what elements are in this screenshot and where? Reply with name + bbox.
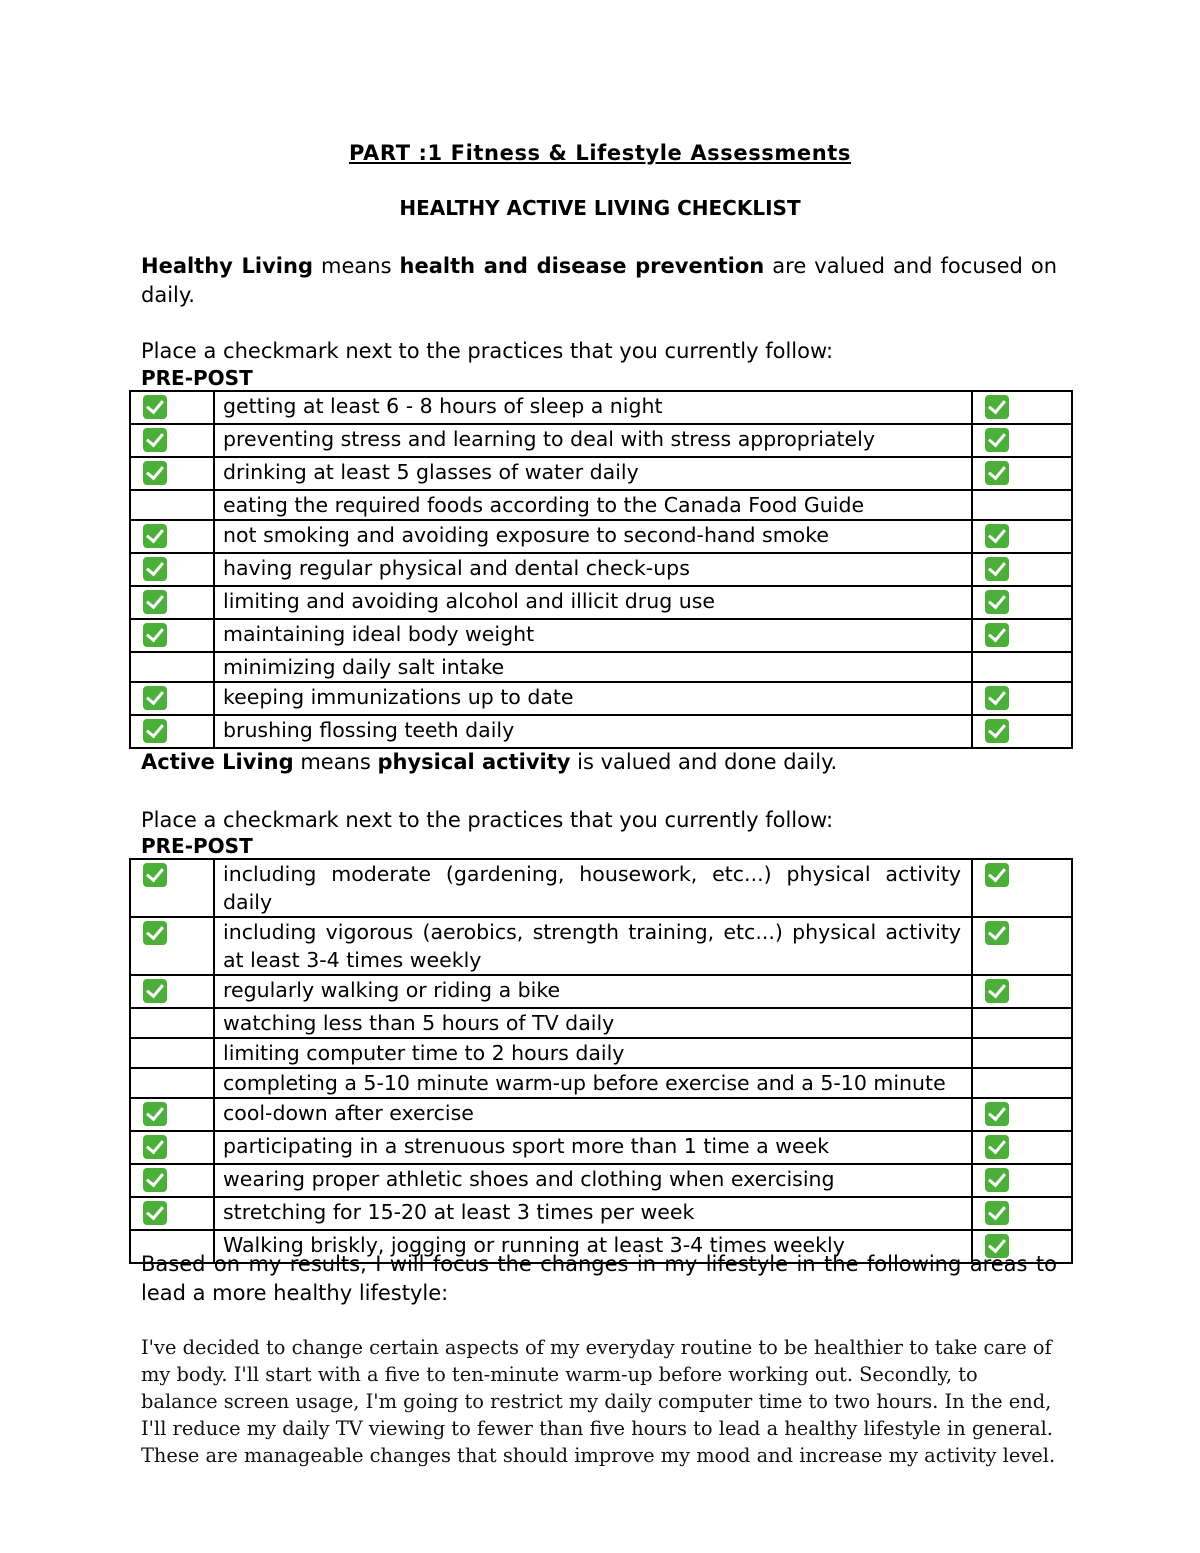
post-checkbox-cell[interactable] bbox=[972, 553, 1072, 586]
check-mark-icon bbox=[143, 1135, 167, 1159]
checklist-row bbox=[130, 619, 1072, 652]
practice-text: drinking at least 5 glasses of water daily bbox=[214, 457, 972, 490]
definition-text: is valued and done daily. bbox=[570, 750, 838, 774]
checklist-title: HEALTHY ACTIVE LIVING CHECKLIST bbox=[399, 196, 801, 220]
post-checkbox-cell[interactable] bbox=[972, 859, 1072, 917]
pre-checkbox-cell[interactable] bbox=[130, 715, 214, 748]
post-checkbox-cell[interactable] bbox=[972, 520, 1072, 553]
checklist-row bbox=[130, 586, 1072, 619]
definition-text: are valued and focused on daily. bbox=[141, 254, 1058, 307]
pre-checkbox-cell[interactable] bbox=[130, 859, 214, 917]
check-mark-icon bbox=[985, 719, 1009, 743]
active-instruction: Place a checkmark next to the practices that you currently follow: bbox=[141, 808, 834, 832]
pre-checkbox-cell[interactable] bbox=[130, 1164, 214, 1197]
lifestyle-response: I've decided to change certain aspects of my everyday routine to be healthier to take care of my body. I'll start with a five to ten-minute warm-up before working out. Secondly, to balance screen usage, I'm going to restrict my daily computer time to two hours. In the end, I'll reduce my daily TV viewing to fewer than five hours to lead a healthy lifestyle in general. These are manageable changes that should improve my mood and increase my activity level. bbox=[141, 1336, 1056, 1467]
practice-text: participating in a strenuous sport more than 1 time a week bbox=[214, 1131, 972, 1164]
check-mark-icon bbox=[143, 461, 167, 485]
practice-text: limiting computer time to 2 hours daily bbox=[214, 1038, 972, 1068]
practice-text: Walking briskly, jogging or running at least 3-4 times weekly bbox=[214, 1230, 972, 1263]
post-checkbox-cell[interactable] bbox=[972, 1098, 1072, 1131]
check-mark-icon bbox=[985, 863, 1009, 887]
check-mark-icon bbox=[985, 557, 1009, 581]
pre-checkbox-cell[interactable] bbox=[130, 553, 214, 586]
pre-checkbox-cell[interactable] bbox=[130, 1197, 214, 1230]
checklist-row bbox=[130, 975, 1072, 1008]
active-living-definition bbox=[141, 748, 1057, 777]
practice-text: keeping immunizations up to date bbox=[214, 682, 972, 715]
pre-checkbox-cell[interactable] bbox=[130, 1008, 214, 1038]
check-mark-icon bbox=[143, 524, 167, 548]
part-title: PART :1 Fitness & Lifestyle Assessments bbox=[348, 141, 852, 165]
post-checkbox-cell[interactable] bbox=[972, 1197, 1072, 1230]
check-mark-icon bbox=[985, 623, 1009, 647]
post-checkbox-cell[interactable] bbox=[972, 975, 1072, 1008]
pre-checkbox-cell[interactable] bbox=[130, 652, 214, 682]
practice-text: regularly walking or riding a bike bbox=[214, 975, 972, 1008]
post-checkbox-cell[interactable] bbox=[972, 424, 1072, 457]
post-checkbox-cell[interactable] bbox=[972, 1131, 1072, 1164]
practice-text: cool-down after exercise bbox=[214, 1098, 972, 1131]
pre-checkbox-cell[interactable] bbox=[130, 520, 214, 553]
check-mark-icon bbox=[143, 428, 167, 452]
pre-checkbox-cell[interactable] bbox=[130, 391, 214, 424]
healthy-instruction: Place a checkmark next to the practices that you currently follow: bbox=[141, 339, 834, 363]
pre-checkbox-cell[interactable] bbox=[130, 1098, 214, 1131]
checklist-row bbox=[130, 424, 1072, 457]
check-mark-icon bbox=[985, 1201, 1009, 1225]
active-focus-term: physical activity bbox=[377, 750, 571, 774]
healthy-prepost-label: PRE-POST bbox=[141, 366, 253, 390]
post-checkbox-cell[interactable] bbox=[972, 1038, 1072, 1068]
pre-checkbox-cell[interactable] bbox=[130, 490, 214, 520]
practice-text: preventing stress and learning to deal with stress appropriately bbox=[214, 424, 972, 457]
healthy-living-checklist bbox=[129, 390, 1073, 749]
checklist-row bbox=[130, 1098, 1072, 1131]
practice-text: completing a 5-10 minute warm-up before exercise and a 5-10 minute bbox=[214, 1068, 972, 1098]
focus-prompt: Based on my results, I will focus the changes in my lifestyle in the following areas to lead a more healthy lifestyle: bbox=[141, 1252, 1057, 1305]
pre-checkbox-cell[interactable] bbox=[130, 975, 214, 1008]
check-mark-icon bbox=[143, 1168, 167, 1192]
check-mark-icon bbox=[985, 1102, 1009, 1126]
check-mark-icon bbox=[143, 921, 167, 945]
checklist-row bbox=[130, 1068, 1072, 1098]
check-mark-icon bbox=[985, 921, 1009, 945]
checklist-row bbox=[130, 715, 1072, 748]
check-mark-icon bbox=[985, 524, 1009, 548]
check-mark-icon bbox=[143, 623, 167, 647]
practice-text: having regular physical and dental check-ups bbox=[214, 553, 972, 586]
post-checkbox-cell[interactable] bbox=[972, 1008, 1072, 1038]
checklist-row bbox=[130, 652, 1072, 682]
post-checkbox-cell[interactable] bbox=[972, 391, 1072, 424]
checklist-row bbox=[130, 1197, 1072, 1230]
pre-checkbox-cell[interactable] bbox=[130, 457, 214, 490]
post-checkbox-cell[interactable] bbox=[972, 490, 1072, 520]
checklist-row bbox=[130, 1164, 1072, 1197]
checklist-row bbox=[130, 917, 1072, 975]
check-mark-icon bbox=[143, 719, 167, 743]
healthy-focus-term: health and disease prevention bbox=[399, 254, 765, 278]
definition-text: means bbox=[312, 254, 400, 278]
check-mark-icon bbox=[985, 1135, 1009, 1159]
practice-text: limiting and avoiding alcohol and illicit drug use bbox=[214, 586, 972, 619]
practice-text: eating the required foods according to the Canada Food Guide bbox=[214, 490, 972, 520]
post-checkbox-cell[interactable] bbox=[972, 1068, 1072, 1098]
check-mark-icon bbox=[985, 686, 1009, 710]
check-mark-icon bbox=[143, 1201, 167, 1225]
checklist-row bbox=[130, 520, 1072, 553]
post-checkbox-cell[interactable] bbox=[972, 586, 1072, 619]
pre-checkbox-cell[interactable] bbox=[130, 1068, 214, 1098]
practice-text: not smoking and avoiding exposure to second-hand smoke bbox=[214, 520, 972, 553]
post-checkbox-cell[interactable] bbox=[972, 457, 1072, 490]
active-living-term: Active Living bbox=[141, 750, 294, 774]
check-mark-icon bbox=[985, 395, 1009, 419]
check-mark-icon bbox=[985, 590, 1009, 614]
checklist-row bbox=[130, 553, 1072, 586]
check-mark-icon bbox=[143, 557, 167, 581]
pre-checkbox-cell[interactable] bbox=[130, 917, 214, 975]
check-mark-icon bbox=[143, 1102, 167, 1126]
practice-text: getting at least 6 - 8 hours of sleep a night bbox=[214, 391, 972, 424]
pre-checkbox-cell[interactable] bbox=[130, 682, 214, 715]
check-mark-icon bbox=[143, 590, 167, 614]
post-checkbox-cell[interactable] bbox=[972, 619, 1072, 652]
practice-text: watching less than 5 hours of TV daily bbox=[214, 1008, 972, 1038]
definition-text: means bbox=[293, 750, 378, 774]
pre-checkbox-cell[interactable] bbox=[130, 619, 214, 652]
pre-checkbox-cell[interactable] bbox=[130, 424, 214, 457]
post-checkbox-cell[interactable] bbox=[972, 1164, 1072, 1197]
checklist-row bbox=[130, 490, 1072, 520]
check-mark-icon bbox=[143, 979, 167, 1003]
practice-text: minimizing daily salt intake bbox=[214, 652, 972, 682]
post-checkbox-cell[interactable] bbox=[972, 682, 1072, 715]
checklist-row bbox=[130, 682, 1072, 715]
pre-checkbox-cell[interactable] bbox=[130, 1131, 214, 1164]
check-mark-icon bbox=[985, 1168, 1009, 1192]
practice-text: maintaining ideal body weight bbox=[214, 619, 972, 652]
check-mark-icon bbox=[143, 395, 167, 419]
healthy-living-definition bbox=[141, 252, 1057, 309]
practice-text: stretching for 15-20 at least 3 times per week bbox=[214, 1197, 972, 1230]
pre-checkbox-cell[interactable] bbox=[130, 1038, 214, 1068]
pre-checkbox-cell[interactable] bbox=[130, 586, 214, 619]
checklist-row bbox=[130, 457, 1072, 490]
checklist-row bbox=[130, 1008, 1072, 1038]
check-mark-icon bbox=[143, 863, 167, 887]
check-mark-icon bbox=[985, 461, 1009, 485]
healthy-living-term: Healthy Living bbox=[141, 254, 313, 278]
practice-text: including vigorous (aerobics, strength training, etc...) physical activity at least 3-4 times weekly bbox=[214, 917, 972, 975]
practice-text: including moderate (gardening, housework, etc...) physical activity daily bbox=[214, 859, 972, 917]
check-mark-icon bbox=[985, 979, 1009, 1003]
checklist-row bbox=[130, 1131, 1072, 1164]
active-prepost-label: PRE-POST bbox=[141, 834, 253, 858]
checklist-row bbox=[130, 1038, 1072, 1068]
practice-text: wearing proper athletic shoes and clothing when exercising bbox=[214, 1164, 972, 1197]
post-checkbox-cell[interactable] bbox=[972, 715, 1072, 748]
checklist-row bbox=[130, 391, 1072, 424]
check-mark-icon bbox=[985, 428, 1009, 452]
post-checkbox-cell[interactable] bbox=[972, 917, 1072, 975]
check-mark-icon bbox=[143, 686, 167, 710]
checklist-row bbox=[130, 859, 1072, 917]
practice-text: brushing flossing teeth daily bbox=[214, 715, 972, 748]
active-living-checklist bbox=[129, 858, 1073, 1264]
post-checkbox-cell[interactable] bbox=[972, 652, 1072, 682]
